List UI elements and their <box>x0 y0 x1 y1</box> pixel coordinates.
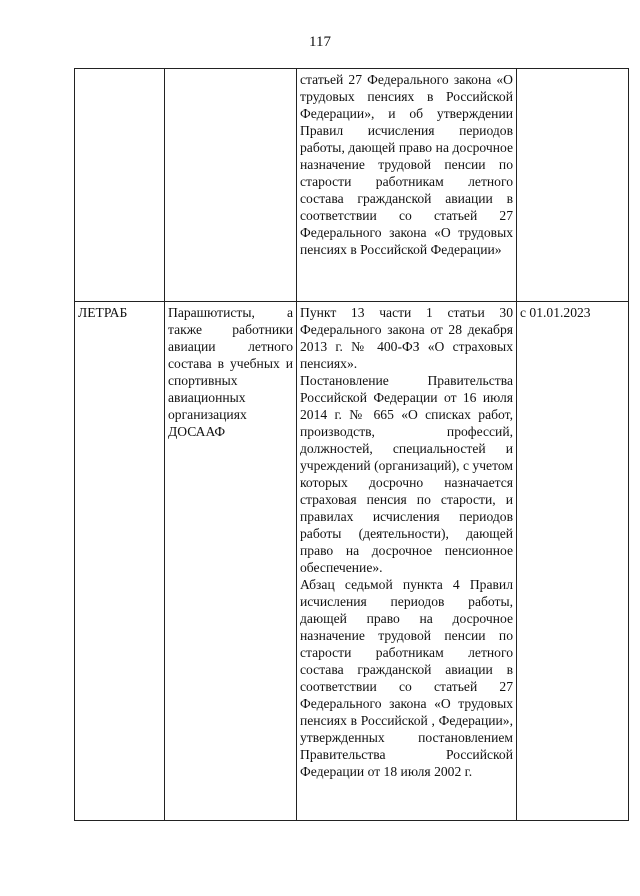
code-cell: ЛЕТРАБ <box>75 302 165 821</box>
legal-basis-paragraph: Абзац седьмой пункта 4 Правил исчисления периодов работы, дающей право на досрочное назначение трудовой пенсии по старости работникам летного состава гражданской авиации в соответствии со статьей 27 Федерального закона «О трудовых пенсиях в Российской , Федерации», утвержденных постановлением Правительства Российской Федерации от 18 июля 2002 г. <box>300 577 513 779</box>
code-cell <box>75 69 165 302</box>
legal-basis-cell <box>297 69 517 302</box>
table-row <box>75 69 629 302</box>
date-cell <box>517 69 629 302</box>
page-number: 117 <box>309 34 331 50</box>
legal-basis-paragraph: Постановление Правительства Российской Федерации от 16 июля 2014 г. № 665 «О списках работ, производств, профессий, должностей, специальностей и учреждений (организаций), с учетом которых досрочно назначается страховая пенсия по старости, и правилах исчисления периодов работы (деятельности), дающей право на досрочное пенсионное обеспечение». <box>300 373 513 575</box>
legal-basis-cell <box>297 302 517 821</box>
date-cell: с 01.01.2023 <box>517 302 629 821</box>
description-cell: Парашютисты, а также работники авиации летного состава в учебных и спортивных авиационных организациях ДОСААФ <box>165 302 297 821</box>
document-table <box>74 68 629 821</box>
table-row <box>75 302 629 821</box>
legal-basis-paragraph: статьей 27 Федерального закона «О трудовых пенсиях в Российской Федерации», и об утверждении Правил исчисления периодов работы, дающей право на досрочное назначение трудовой пенсии по старости работникам летного состава гражданской авиации в соответствии со статьей 27 Федерального закона «О трудовых пенсиях в Российской Федерации» <box>300 72 513 257</box>
legal-basis-paragraph: Пункт 13 части 1 статьи 30 Федерального закона от 28 декабря 2013 г. № 400-ФЗ «О страховых пенсиях». <box>300 305 513 371</box>
description-cell <box>165 69 297 302</box>
